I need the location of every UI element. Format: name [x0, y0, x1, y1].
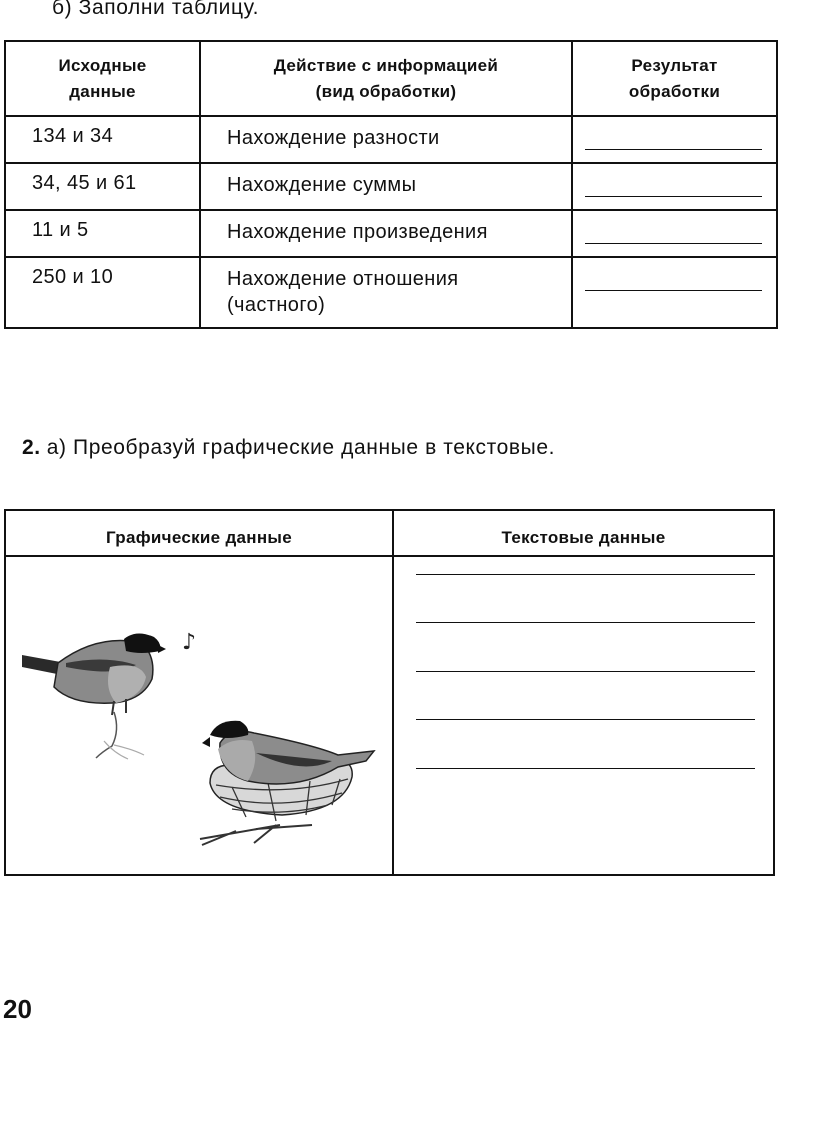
table-row [5, 210, 777, 257]
conversion-table [4, 509, 775, 876]
header-initial-data: Исходные данные [5, 41, 200, 116]
answer-line[interactable] [416, 719, 755, 720]
answer-blank[interactable] [585, 149, 762, 150]
answer-line[interactable] [416, 671, 755, 672]
page-number: 20 [3, 994, 32, 1024]
answer-line[interactable] [416, 622, 755, 623]
header-action: Действие с информацией (вид обработки) [200, 41, 572, 116]
bullfinch-singing [22, 633, 166, 759]
answer-blank[interactable] [585, 290, 762, 291]
table-row [5, 257, 777, 328]
answer-blank[interactable] [585, 196, 762, 197]
answer-line[interactable] [416, 574, 755, 575]
header-result: Результат обработки [572, 41, 777, 116]
music-note-icon: ♪ [182, 630, 197, 655]
task-table [4, 40, 778, 329]
header-divider [6, 555, 773, 557]
bullfinch-in-nest [200, 721, 374, 845]
table-header-row [5, 41, 777, 116]
header-text-data: Текстовые данные [501, 528, 666, 547]
header-graphic-data: Графические данные [106, 528, 292, 547]
action-cell: Нахождение отношения (частного) [227, 268, 459, 316]
bullfinch-illustration [6, 559, 390, 874]
task2-instruction: 2. а) Преобразуй графические данные в текстовые. [22, 436, 556, 459]
input-cell: 34, 45 и 61 [32, 172, 137, 194]
action-cell: Нахождение разности [227, 127, 440, 149]
table-row [5, 163, 777, 210]
table-row [5, 116, 777, 163]
column-divider [392, 511, 394, 874]
input-cell: 250 и 10 [32, 266, 114, 288]
task-heading: б) Заполни таблицу. [52, 0, 260, 19]
answer-blank[interactable] [585, 243, 762, 244]
input-cell: 134 и 34 [32, 125, 114, 147]
input-cell: 11 и 5 [32, 219, 89, 241]
answer-line[interactable] [416, 768, 755, 769]
action-cell: Нахождение произведения [227, 221, 488, 243]
action-cell: Нахождение суммы [227, 174, 417, 196]
